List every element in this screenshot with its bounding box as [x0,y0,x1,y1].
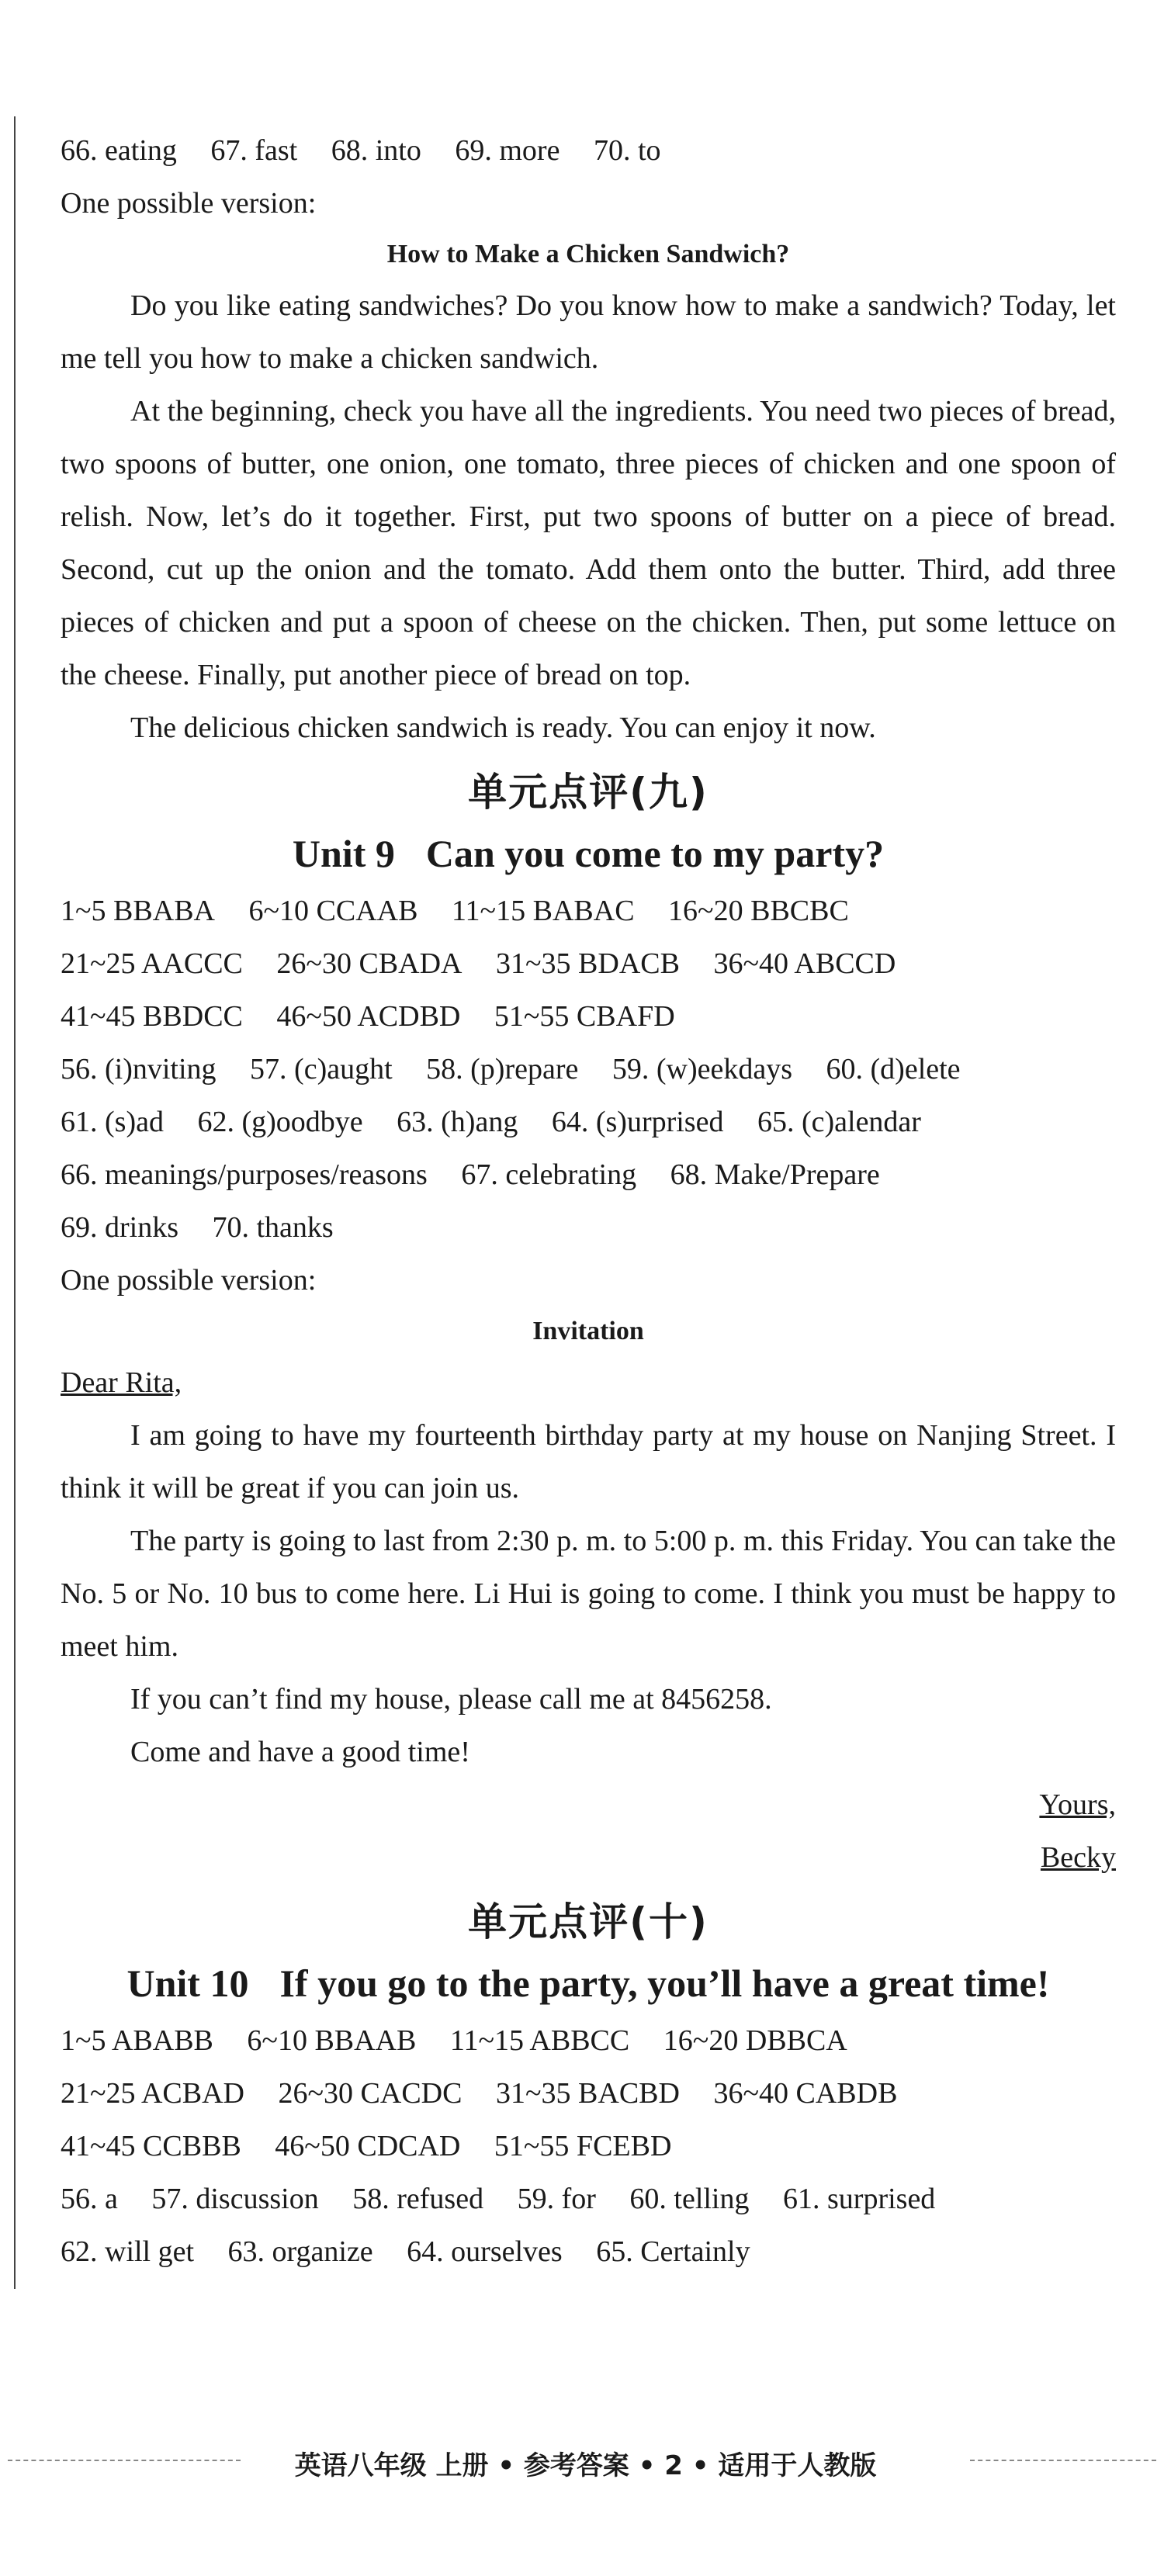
answer-item: 67. celebrating [461,1158,637,1191]
answer-item: 21~25 AACCC [61,947,243,980]
unit9-cn-heading: 单元点评(九) [468,770,708,815]
answer-item: 67. fast [210,134,298,167]
answer-item: 62. will get [61,2235,195,2268]
letter-signature [61,1831,1116,1884]
answer-content [61,124,1116,2278]
letter-paragraph: The party is going to last from 2:30 p. m. to 5:00 p. m. this Friday. You can take the No. 5 or No. 10 bus to come here. Li Hui is going to come. I think you must be happy to meet him. [61,1525,1116,1663]
answer-item: 65. Certainly [596,2235,750,2268]
answer-item: 26~30 CACDC [278,2077,463,2110]
answer-row [61,2120,1116,2173]
answer-row [61,1201,1116,1254]
unit10-title-text: If you go to the party, you’ll have a great time! [279,1961,1050,2005]
answer-item: 68. Make/Prepare [670,1158,880,1191]
letter-salutation: Dear Rita, [61,1366,182,1399]
answer-item: 11~15 ABBCC [449,2024,630,2057]
answer-item: 16~20 DBBCA [663,2024,847,2057]
answer-item: 58. (p)repare [426,1053,579,1085]
essay-paragraph: The delicious chicken sandwich is ready. You can enjoy it now. [130,712,876,744]
page-footer: 英语八年级 上册 • 参考答案 • 2 • 适用于人教版 [294,2450,877,2481]
answer-row [61,2014,1116,2067]
answer-item: 64. ourselves [407,2235,563,2268]
answer-row [61,990,1116,1043]
answer-item: 31~35 BDACB [495,947,680,980]
unit10-cn-heading: 单元点评(十) [468,1899,708,1944]
answer-item: 51~55 FCEBD [494,2130,672,2162]
answer-row [61,1043,1116,1096]
answer-item: 57. (c)aught [250,1053,393,1085]
unit9-title [61,822,1116,885]
answer-item: 16~20 BBCBC [668,895,849,927]
answer-item: 36~40 ABCCD [713,947,896,980]
answer-item: 61. (s)ad [61,1106,164,1138]
answer-item: 41~45 BBDCC [61,1000,243,1033]
answer-row [61,937,1116,990]
answer-item: 61. surprised [783,2183,936,2215]
answer-item: 31~35 BACBD [495,2077,680,2110]
answers-66-70 [61,124,1116,177]
answer-item: 69. drinks [61,1211,178,1244]
answer-item: 58. refused [352,2183,484,2215]
answer-item: 41~45 CCBBB [61,2130,241,2162]
letter-closing [61,1778,1116,1831]
answer-item: 21~25 ACBAD [61,2077,244,2110]
answer-row [61,2173,1116,2225]
letter-paragraph: Come and have a good time! [130,1736,470,1768]
version-label: One possible version: [61,1264,317,1297]
answer-item: 46~50 CDCAD [275,2130,461,2162]
answer-item: 56. a [61,2183,118,2215]
answer-item: 6~10 BBAAB [247,2024,417,2057]
answer-item: 46~50 ACDBD [276,1000,461,1033]
footer-divider-right [970,2460,1156,2461]
answer-item: 36~40 CABDB [713,2077,898,2110]
answer-item: 60. telling [629,2183,750,2215]
answer-item: 70. thanks [212,1211,334,1244]
answer-row [61,885,1116,937]
answer-item: 56. (i)nviting [61,1053,217,1085]
answer-item: 59. for [517,2183,596,2215]
essay-paragraph: Do you like eating sandwiches? Do you know how to make a sandwich? Today, let me tell you how to make a chicken sandwich. [61,289,1116,375]
letter-paragraph: If you can’t find my house, please call me at 8456258. [130,1683,772,1716]
answer-item: 70. to [593,134,661,167]
answer-row [61,1096,1116,1148]
letter-paragraph: I am going to have my fourteenth birthday party at my house on Nanjing Street. I think it will be great if you can join us. [61,1419,1116,1504]
margin-rule [14,116,16,2289]
answer-item: 64. (s)urprised [551,1106,724,1138]
answer-item: 57. discussion [151,2183,319,2215]
answer-item: 66. eating [61,134,177,167]
answer-item: 26~30 CBADA [276,947,463,980]
answer-row [61,2225,1116,2278]
answer-item: 60. (d)elete [826,1053,961,1085]
unit9-number: Unit 9 [292,832,395,875]
unit10-number: Unit 10 [126,1961,249,2005]
essay-paragraph: At the beginning, check you have all the ingredients. You need two pieces of bread, two spoons of butter, one onion, one tomato, three pieces of chicken and one spoon of relish. Now, let’s do it together. First, put two spoons of butter on a piece of bread. Second, cut up the onion and the tomato. Add them onto the butter. Third, add three pieces of chicken and put a spoon of cheese on the chicken. Then, put some lettuce on the cheese. Finally, put another piece of bread on top. [61,395,1116,691]
answer-item: 63. organize [227,2235,373,2268]
essay-title: How to Make a Chicken Sandwich? [386,240,790,268]
answer-item: 59. (w)eekdays [611,1053,793,1085]
answer-item: 65. (c)alendar [757,1106,921,1138]
answer-item: 1~5 BBABA [61,895,215,927]
answer-item: 66. meanings/purposes/reasons [61,1158,428,1191]
answer-item: 62. (g)oodbye [197,1106,363,1138]
answer-row [61,2067,1116,2120]
answer-item: 1~5 ABABB [61,2024,213,2057]
version-label: One possible version: [61,187,317,220]
closing-text: Yours, [1039,1788,1116,1821]
answer-item: 6~10 CCAAB [248,895,418,927]
answer-row [61,1148,1116,1201]
answer-item: 11~15 BABAC [451,895,635,927]
answer-item: 51~55 CBAFD [494,1000,675,1033]
letter-title: Invitation [532,1317,644,1345]
answer-item: 63. (h)ang [397,1106,518,1138]
unit10-title [61,1952,1116,2014]
signature-text: Becky [1040,1841,1116,1874]
answer-item: 69. more [455,134,560,167]
unit9-title-text: Can you come to my party? [425,832,885,875]
answer-item: 68. into [331,134,421,167]
